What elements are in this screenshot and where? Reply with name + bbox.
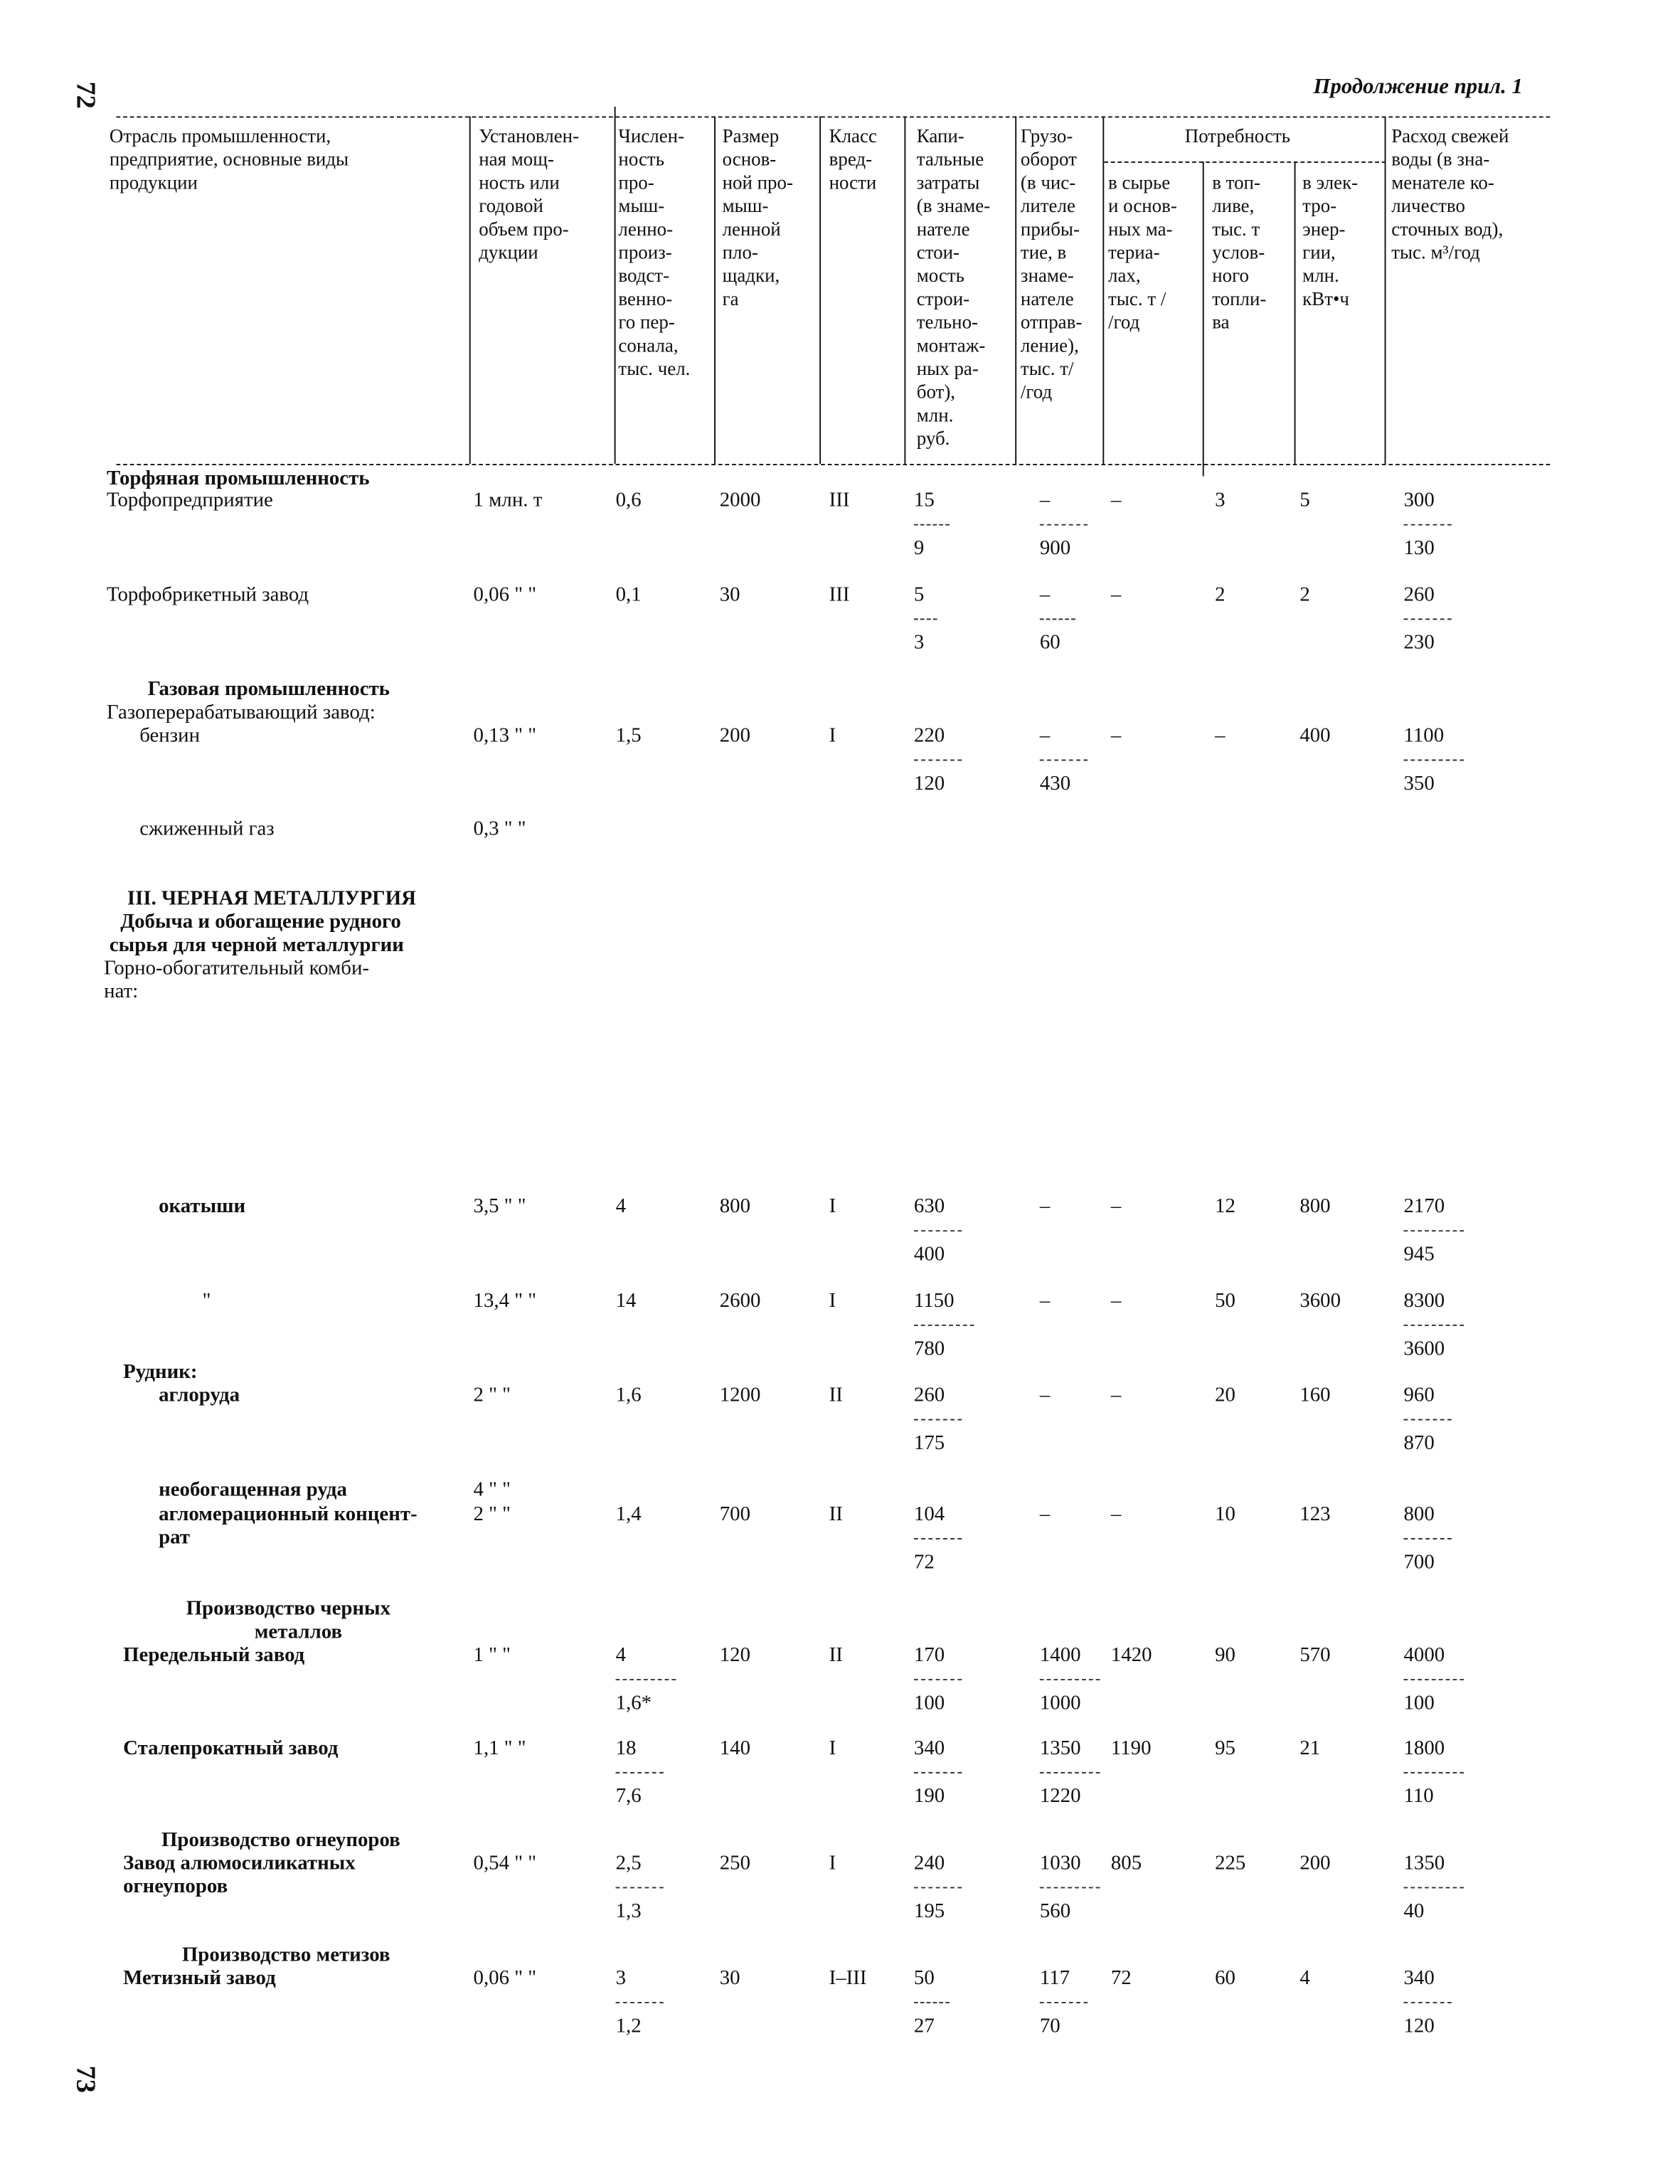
electricity-value: 200 (1299, 1852, 1331, 1875)
header-raw: в сырье и основ- ных ма- териа- лах, тыс. т / /год (1108, 174, 1177, 334)
col-divider (615, 107, 616, 464)
water-denominator: 945 (1403, 1244, 1435, 1266)
capex-denominator: 190 (913, 1786, 945, 1808)
freight-denominator: 430 (1039, 773, 1071, 795)
area-value: 140 (719, 1737, 751, 1760)
row-label: Добыча и обогащение рудного (120, 911, 401, 933)
fuel-value: 10 (1215, 1503, 1235, 1526)
fraction-bar (1404, 524, 1452, 526)
row-label: Газоперерабатывающий завод: (107, 701, 376, 724)
col-divider (714, 116, 716, 464)
hazard-class-value: II (829, 1384, 843, 1407)
hazard-class-value: I (829, 1196, 836, 1218)
fuel-value: 12 (1215, 1196, 1235, 1218)
row-label: Производство метизов (181, 1944, 390, 1967)
raw-value: – (1110, 1196, 1122, 1218)
area-value: 30 (719, 1967, 740, 1990)
row-label: бензин (139, 725, 201, 748)
water-denominator: 700 (1403, 1552, 1435, 1574)
capex-numerator: 5 (913, 584, 925, 607)
staff-denominator: 7,6 (615, 1786, 642, 1808)
water-numerator: 1350 (1403, 1852, 1445, 1875)
capex-numerator: 1150 (913, 1290, 955, 1313)
water-numerator: 2170 (1403, 1196, 1445, 1218)
water-denominator: 120 (1403, 2015, 1435, 2038)
col-divider (819, 116, 821, 464)
raw-value: 805 (1110, 1852, 1142, 1875)
electricity-value: 800 (1299, 1196, 1331, 1218)
fraction-bar (616, 1887, 664, 1889)
fraction-bar (1040, 1679, 1100, 1680)
capex-numerator: 240 (913, 1852, 945, 1875)
fraction-bar (1040, 1772, 1100, 1774)
left-page-number: 72 (70, 81, 101, 109)
fraction-bar (1404, 1230, 1464, 1231)
header-freight: Грузо- оборот (в чис- лителе прибы- тие, в знаме- нателе отправ- ление), тыс. т/ /год (1020, 127, 1083, 404)
right-page-number: 73 (70, 2065, 101, 2093)
capacity-value: 2 " " (473, 1503, 511, 1526)
freight-numerator: 117 (1039, 1967, 1070, 1990)
hazard-class-value: II (829, 1645, 843, 1667)
capex-numerator: 340 (913, 1737, 945, 1760)
capex-numerator: 630 (913, 1196, 945, 1218)
raw-value: – (1110, 725, 1122, 748)
water-numerator: 8300 (1403, 1290, 1445, 1313)
col-divider (1294, 161, 1296, 464)
freight-value: – (1039, 1290, 1051, 1313)
fraction-bar (914, 760, 962, 761)
row-label: аглоруда (159, 1384, 240, 1407)
fraction-bar (914, 1538, 962, 1539)
capacity-value: 13,4 " " (473, 1290, 537, 1313)
row-label: окатыши (159, 1196, 246, 1218)
row-label: Торфяная промышленность (107, 467, 370, 490)
row-label: необогащенная руда (159, 1479, 347, 1502)
staff-denominator: 1,6* (615, 1692, 652, 1715)
row-label: огнеупоров (123, 1876, 228, 1898)
staff-value: 4 (615, 1196, 627, 1218)
capex-denominator: 175 (913, 1432, 945, 1455)
freight-numerator: 1400 (1039, 1645, 1081, 1667)
area-value: 200 (719, 725, 751, 748)
fraction-bar (1404, 1772, 1464, 1774)
fraction-bar (914, 1230, 962, 1231)
fraction-bar (914, 2002, 950, 2003)
staff-numerator: 2,5 (615, 1852, 642, 1875)
fraction-bar (1404, 2002, 1452, 2003)
freight-value: – (1039, 1503, 1051, 1526)
fraction-bar (1040, 1887, 1100, 1889)
raw-value: – (1110, 1503, 1122, 1526)
fraction-bar (914, 1772, 962, 1774)
freight-denominator: 70 (1039, 2015, 1060, 2038)
electricity-value: 4 (1299, 1967, 1310, 1990)
water-denominator: 100 (1403, 1692, 1435, 1715)
area-value: 800 (719, 1196, 751, 1218)
capacity-value: 1,1 " " (473, 1737, 526, 1760)
capex-denominator: 400 (913, 1244, 945, 1266)
freight-value: – (1039, 1384, 1051, 1407)
electricity-value: 3600 (1299, 1290, 1341, 1313)
water-denominator: 870 (1403, 1432, 1435, 1455)
capacity-value: 1 " " (473, 1645, 511, 1667)
row-label: III. ЧЕРНАЯ МЕТАЛЛУРГИЯ (127, 888, 416, 911)
row-label: нат: (104, 981, 139, 1003)
raw-value: – (1110, 489, 1122, 512)
row-label: Газовая промышленность (147, 679, 390, 701)
row-label: Производство огнеупоров (161, 1829, 400, 1852)
col-divider (1015, 116, 1016, 464)
water-denominator: 40 (1403, 1900, 1425, 1923)
area-value: 120 (719, 1645, 751, 1667)
need-subrule (1104, 161, 1386, 163)
row-label: Метизный завод (123, 1967, 276, 1990)
area-value: 2600 (719, 1290, 761, 1313)
row-label: рат (159, 1527, 191, 1549)
capex-denominator: 27 (913, 2015, 935, 2038)
fraction-bar (1404, 1679, 1464, 1680)
water-numerator: 300 (1403, 489, 1435, 512)
electricity-value: 160 (1299, 1384, 1331, 1407)
header-need: Потребность (1184, 127, 1291, 148)
row-label: агломерационный концент- (159, 1503, 418, 1526)
electricity-value: 21 (1299, 1737, 1321, 1760)
freight-denominator: 900 (1039, 537, 1071, 560)
fraction-bar (914, 1679, 962, 1680)
header-capacity: Установлен- ная мощ- ность или годовой объем про- дукции (479, 127, 580, 265)
capex-denominator: 9 (913, 537, 925, 560)
fraction-bar (914, 1325, 974, 1326)
fuel-value: 2 (1215, 584, 1226, 607)
freight-denominator: 1220 (1039, 1786, 1081, 1808)
header-electricity: в элек- тро- энер- гии, млн. кВт•ч (1302, 174, 1359, 311)
freight-numerator: – (1039, 489, 1051, 512)
fraction-bar (616, 1679, 676, 1680)
fraction-bar (616, 1772, 664, 1774)
hazard-class-value: I (829, 1737, 836, 1760)
capacity-value: 0,3 " " (473, 818, 526, 841)
header-top-rule (116, 116, 1550, 117)
area-value: 700 (719, 1503, 751, 1526)
area-value: 1200 (719, 1384, 761, 1407)
electricity-value: 123 (1299, 1503, 1331, 1526)
capex-numerator: 260 (913, 1384, 945, 1407)
row-label: Производство черных (186, 1598, 391, 1621)
col-divider (904, 116, 905, 464)
continuation-note: Продолжение прил. 1 (1313, 75, 1523, 99)
staff-value: 14 (615, 1290, 637, 1313)
capex-denominator: 780 (913, 1338, 945, 1360)
capacity-value: 0,06 " " (473, 584, 537, 607)
fuel-value: 20 (1215, 1384, 1235, 1407)
row-label: " (202, 1290, 211, 1313)
freight-denominator: 1000 (1039, 1692, 1081, 1715)
staff-value: 0,6 (615, 489, 642, 512)
capex-denominator: 195 (913, 1900, 945, 1923)
capacity-value: 0,54 " " (473, 1852, 537, 1875)
fraction-bar (914, 1887, 962, 1889)
fraction-bar (1404, 1419, 1452, 1421)
fraction-bar (1040, 2002, 1088, 2003)
row-label: Завод алюмосиликатных (123, 1852, 356, 1875)
staff-value: 0,1 (615, 584, 642, 607)
capex-numerator: 50 (913, 1967, 935, 1990)
header-staff: Числен- ность про- мыш- ленно- произ- водст- венно- го пер- сонала, тыс. чел. (618, 127, 691, 381)
fraction-bar (1040, 618, 1075, 620)
col-divider (1385, 116, 1386, 464)
row-label: Рудник: (123, 1361, 198, 1384)
area-value: 250 (719, 1852, 751, 1875)
row-label: металлов (254, 1621, 343, 1644)
hazard-class-value: I–III (829, 1967, 867, 1990)
water-numerator: 800 (1403, 1503, 1435, 1526)
hazard-class-value: III (829, 489, 850, 512)
freight-denominator: 560 (1039, 1900, 1071, 1923)
fraction-bar (1404, 760, 1464, 761)
row-label: сырья для черной металлургии (109, 934, 404, 957)
header-hazard-class: Класс вред- ности (829, 127, 877, 195)
row-label: Сталепрокатный завод (123, 1737, 339, 1760)
fraction-bar (1404, 1538, 1452, 1539)
capex-numerator: 15 (913, 489, 935, 512)
fuel-value: 60 (1215, 1967, 1235, 1990)
fraction-bar (1040, 524, 1088, 526)
raw-value: – (1110, 1384, 1122, 1407)
staff-numerator: 3 (615, 1967, 627, 1990)
header-fuel: в топ- ливе, тыс. т услов- ного топли- ва (1212, 174, 1267, 334)
freight-denominator: 60 (1039, 632, 1060, 654)
freight-numerator: 1030 (1039, 1852, 1081, 1875)
staff-denominator: 1,3 (615, 1900, 642, 1923)
capacity-value: 0,13 " " (473, 725, 537, 748)
water-denominator: 110 (1403, 1786, 1434, 1808)
fuel-value: 50 (1215, 1290, 1235, 1313)
fraction-bar (1404, 1887, 1464, 1889)
water-denominator: 350 (1403, 773, 1435, 795)
fraction-bar (1404, 1325, 1464, 1326)
col-divider (469, 116, 471, 464)
staff-numerator: 4 (615, 1645, 627, 1667)
fraction-bar (1040, 760, 1088, 761)
fuel-value: 90 (1215, 1645, 1235, 1667)
col-divider (1102, 116, 1104, 464)
fuel-value: 225 (1215, 1852, 1246, 1875)
row-label: Передельный завод (123, 1645, 305, 1667)
hazard-class-value: I (829, 1290, 836, 1313)
capex-numerator: 104 (913, 1503, 945, 1526)
staff-value: 1,5 (615, 725, 642, 748)
electricity-value: 2 (1299, 584, 1310, 607)
raw-value: – (1110, 1290, 1122, 1313)
raw-value: 1190 (1110, 1737, 1152, 1760)
water-numerator: 4000 (1403, 1645, 1445, 1667)
fraction-bar (1404, 618, 1452, 620)
capex-numerator: 220 (913, 725, 945, 748)
freight-numerator: – (1039, 584, 1051, 607)
raw-value: 72 (1110, 1967, 1132, 1990)
electricity-value: 5 (1299, 489, 1310, 512)
capex-denominator: 72 (913, 1552, 935, 1574)
staff-value: 1,6 (615, 1384, 642, 1407)
header-capex: Капи- тальные затраты (в знаме- нателе стои- мость строи- тельно- монтаж- ных ра- бот), млн. руб. (916, 127, 991, 450)
water-numerator: 960 (1403, 1384, 1435, 1407)
col-divider (1203, 161, 1204, 476)
electricity-value: 400 (1299, 725, 1331, 748)
hazard-class-value: II (829, 1503, 843, 1526)
fraction-bar (914, 1419, 962, 1421)
header-industry: Отрасль промышленности, предприятие, основные виды продукции (109, 127, 349, 195)
capacity-value: 3,5 " " (473, 1196, 526, 1218)
capex-denominator: 3 (913, 632, 925, 654)
capex-numerator: 170 (913, 1645, 945, 1667)
area-value: 2000 (719, 489, 761, 512)
staff-numerator: 18 (615, 1737, 637, 1760)
fuel-value: 3 (1215, 489, 1226, 512)
row-label: Торфопредприятие (107, 489, 273, 512)
fraction-bar (914, 524, 950, 526)
row-label: Торфобрикетный завод (107, 584, 309, 607)
row-label: Горно-обогатительный комби- (104, 958, 370, 980)
capacity-value: 2 " " (473, 1384, 511, 1407)
water-numerator: 1100 (1403, 725, 1445, 748)
fuel-value: 95 (1215, 1737, 1235, 1760)
water-numerator: 340 (1403, 1967, 1435, 1990)
water-denominator: 3600 (1403, 1338, 1445, 1360)
capex-denominator: 100 (913, 1692, 945, 1715)
staff-value: 1,4 (615, 1503, 642, 1526)
water-numerator: 1800 (1403, 1737, 1445, 1760)
header-water: Расход свежей воды (в зна- менателе ко- личество сточных вод), тыс. м³/год (1391, 127, 1509, 265)
capex-denominator: 120 (913, 773, 945, 795)
staff-denominator: 1,2 (615, 2015, 642, 2038)
header-area: Размер основ- ной про- мыш- ленной пло- щадки, га (722, 127, 793, 311)
capacity-value: 4 " " (473, 1479, 511, 1502)
water-denominator: 230 (1403, 632, 1435, 654)
electricity-value: 570 (1299, 1645, 1331, 1667)
area-value: 30 (719, 584, 740, 607)
hazard-class-value: III (829, 584, 850, 607)
freight-numerator: 1350 (1039, 1737, 1081, 1760)
water-numerator: 260 (1403, 584, 1435, 607)
capacity-value: 0,06 " " (473, 1967, 537, 1990)
row-label: сжиженный газ (139, 818, 275, 841)
fraction-bar (914, 618, 937, 620)
raw-value: 1420 (1110, 1645, 1152, 1667)
water-denominator: 130 (1403, 537, 1435, 560)
fuel-value: – (1215, 725, 1226, 748)
hazard-class-value: I (829, 1852, 836, 1875)
capacity-value: 1 млн. т (473, 489, 543, 512)
fraction-bar (616, 2002, 664, 2003)
hazard-class-value: I (829, 725, 836, 748)
freight-value: – (1039, 1196, 1051, 1218)
freight-numerator: – (1039, 725, 1051, 748)
raw-value: – (1110, 584, 1122, 607)
header-bottom-rule (116, 464, 1550, 465)
